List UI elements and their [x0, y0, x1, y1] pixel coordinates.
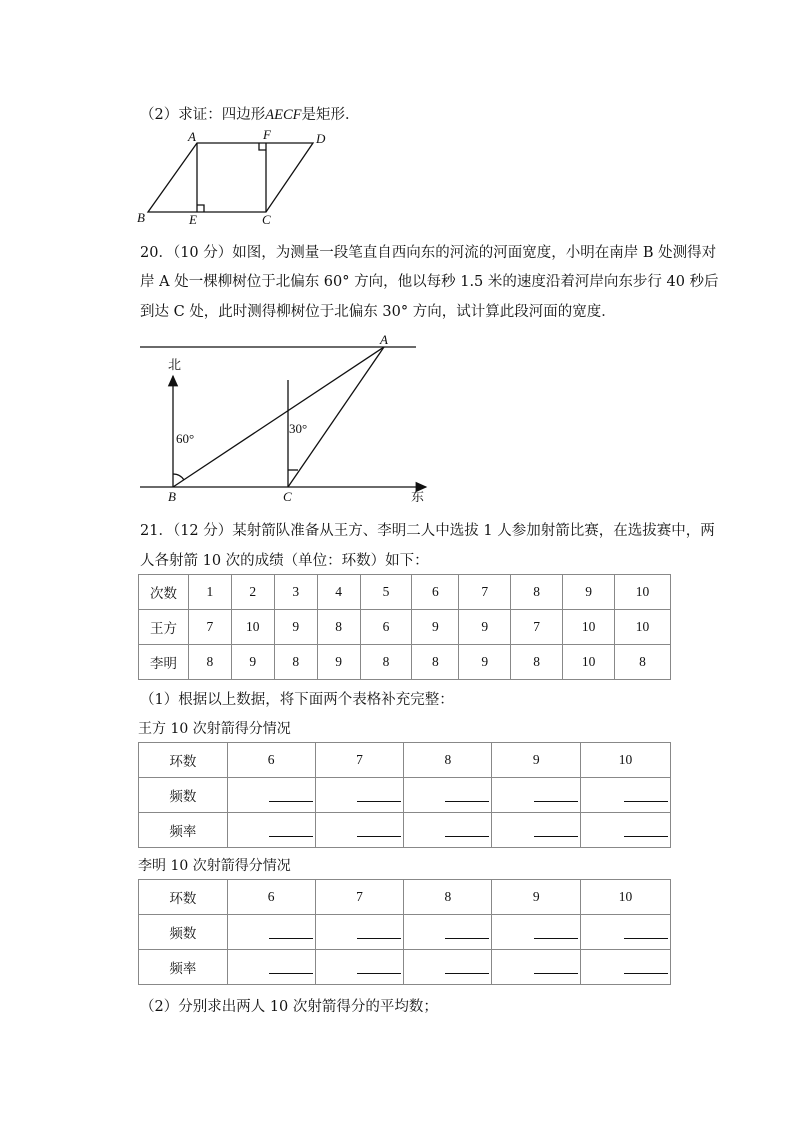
- answer-blank[interactable]: [357, 961, 401, 974]
- label-e: E: [189, 212, 197, 227]
- score-header-cell: 2: [231, 575, 274, 610]
- blank-cell[interactable]: [581, 778, 671, 813]
- freq-header-cell: 环数: [139, 743, 228, 778]
- blank-cell[interactable]: [404, 950, 492, 985]
- score-table: [138, 574, 671, 680]
- answer-blank[interactable]: [269, 789, 313, 802]
- wang-caption: 王方 10 次射箭得分情况: [138, 721, 291, 737]
- blank-cell[interactable]: [227, 778, 315, 813]
- freq-row-label: 频数: [139, 778, 228, 813]
- score-header-cell: 次数: [139, 575, 189, 610]
- score-cell: 7: [511, 610, 563, 645]
- label-river-c: C: [283, 489, 292, 504]
- answer-blank[interactable]: [269, 824, 313, 837]
- score-cell: 10: [231, 610, 274, 645]
- freq-header-cell: 环数: [139, 880, 228, 915]
- answer-blank[interactable]: [624, 824, 668, 837]
- score-header-cell: 7: [459, 575, 511, 610]
- score-cell: 8: [412, 645, 459, 680]
- score-row-li: [139, 645, 671, 680]
- freq-header-cell: 6: [227, 743, 315, 778]
- score-cell: 8: [615, 645, 671, 680]
- score-cell: 李明: [139, 645, 189, 680]
- answer-blank[interactable]: [624, 926, 668, 939]
- score-cell: 8: [274, 645, 317, 680]
- angle-arc-b: [173, 474, 184, 480]
- q20-line3: 到达 C 处，此时测得柳树位于北偏东 30° 方向，试计算此段河面的宽度．: [140, 304, 616, 320]
- q21-part1: （1）根据以上数据，将下面两个表格补充完整：: [140, 692, 454, 708]
- blank-cell[interactable]: [492, 813, 581, 848]
- freq-header-cell: 9: [492, 743, 581, 778]
- blank-cell[interactable]: [581, 950, 671, 985]
- label-north: 北: [168, 358, 182, 373]
- answer-blank[interactable]: [269, 961, 313, 974]
- score-header-cell: 5: [360, 575, 412, 610]
- score-cell: 王方: [139, 610, 189, 645]
- label-d: D: [316, 131, 326, 146]
- label-angle-60: 60°: [176, 431, 195, 446]
- score-header-cell: 8: [511, 575, 563, 610]
- score-cell: 8: [511, 645, 563, 680]
- blank-cell[interactable]: [315, 778, 404, 813]
- score-cell: 10: [563, 645, 615, 680]
- freq-header-cell: 7: [315, 880, 404, 915]
- blank-cell[interactable]: [404, 813, 492, 848]
- answer-blank[interactable]: [534, 961, 578, 974]
- answer-blank[interactable]: [624, 789, 668, 802]
- answer-blank[interactable]: [445, 789, 489, 802]
- answer-blank[interactable]: [534, 789, 578, 802]
- freq-row-label: 频率: [139, 950, 228, 985]
- li-frequency-table: [138, 879, 671, 985]
- q19-part2-text: （2）求证：四边形: [140, 107, 266, 123]
- freq-header-cell: 9: [492, 880, 581, 915]
- blank-cell[interactable]: [315, 813, 404, 848]
- label-b: B: [137, 210, 145, 225]
- blank-cell[interactable]: [227, 813, 315, 848]
- freq-rate-row: [139, 950, 671, 985]
- blank-cell[interactable]: [492, 950, 581, 985]
- answer-blank[interactable]: [357, 789, 401, 802]
- freq-row-label: 频率: [139, 813, 228, 848]
- answer-blank[interactable]: [624, 961, 668, 974]
- label-c: C: [262, 212, 271, 227]
- q19-part2-end: 是矩形．: [301, 107, 360, 123]
- score-cell: 6: [360, 610, 412, 645]
- blank-cell[interactable]: [492, 778, 581, 813]
- freq-count-row: [139, 915, 671, 950]
- wang-frequency-table: [138, 742, 671, 848]
- label-angle-30: 30°: [289, 421, 308, 436]
- score-cell: 9: [459, 610, 511, 645]
- score-cell: 7: [188, 610, 231, 645]
- answer-blank[interactable]: [445, 824, 489, 837]
- score-header-cell: 1: [188, 575, 231, 610]
- label-f: F: [263, 127, 271, 142]
- score-header-cell: 9: [563, 575, 615, 610]
- label-a: A: [188, 129, 196, 144]
- score-header-row: [139, 575, 671, 610]
- blank-cell[interactable]: [315, 950, 404, 985]
- q21-line1: 21．（12 分）某射箭队准备从王方、李明二人中选拔 1 人参加射箭比赛，在选拔赛中，两: [140, 523, 715, 539]
- label-east: 东: [411, 490, 425, 505]
- freq-header-row: [139, 743, 671, 778]
- score-cell: 9: [274, 610, 317, 645]
- answer-blank[interactable]: [357, 824, 401, 837]
- blank-cell[interactable]: [404, 915, 492, 950]
- answer-blank[interactable]: [534, 824, 578, 837]
- freq-header-row: [139, 880, 671, 915]
- answer-blank[interactable]: [445, 926, 489, 939]
- freq-row-label: 频数: [139, 915, 228, 950]
- score-cell: 8: [317, 610, 360, 645]
- answer-blank[interactable]: [269, 926, 313, 939]
- freq-header-cell: 7: [315, 743, 404, 778]
- blank-cell[interactable]: [227, 915, 315, 950]
- q19-shape-name: AECF: [265, 107, 302, 123]
- freq-rate-row: [139, 813, 671, 848]
- score-row-wang: [139, 610, 671, 645]
- blank-cell[interactable]: [315, 915, 404, 950]
- segment-ca: [288, 347, 384, 487]
- answer-blank[interactable]: [534, 926, 578, 939]
- freq-header-cell: 8: [404, 880, 492, 915]
- score-cell: 9: [412, 610, 459, 645]
- freq-header-cell: 8: [404, 743, 492, 778]
- answer-blank[interactable]: [445, 961, 489, 974]
- q20-line2: 岸 A 处一棵柳树位于北偏东 60° 方向，他以每秒 1.5 米的速度沿着河岸向东步行 40 秒后: [140, 274, 719, 290]
- score-cell: 9: [317, 645, 360, 680]
- q21-part2: （2）分别求出两人 10 次射箭得分的平均数；: [140, 999, 438, 1015]
- score-cell: 9: [231, 645, 274, 680]
- answer-blank[interactable]: [357, 926, 401, 939]
- blank-cell[interactable]: [492, 915, 581, 950]
- label-river-a: A: [380, 332, 388, 347]
- score-cell: 10: [563, 610, 615, 645]
- blank-cell[interactable]: [581, 915, 671, 950]
- score-header-cell: 4: [317, 575, 360, 610]
- score-header-cell: 10: [615, 575, 671, 610]
- score-header-cell: 6: [412, 575, 459, 610]
- freq-count-row: [139, 778, 671, 813]
- blank-cell[interactable]: [227, 950, 315, 985]
- freq-header-cell: 10: [581, 743, 671, 778]
- score-header-cell: 3: [274, 575, 317, 610]
- freq-header-cell: 10: [581, 880, 671, 915]
- q20-line1: 20．（10 分）如图，为测量一段笔直自西向东的河流的河面宽度，小明在南岸 B 处测得对: [140, 245, 717, 261]
- q21-line2: 人各射箭 10 次的成绩（单位：环数）如下：: [140, 553, 429, 569]
- label-river-b: B: [168, 489, 176, 504]
- blank-cell[interactable]: [404, 778, 492, 813]
- freq-header-cell: 6: [227, 880, 315, 915]
- score-cell: 10: [615, 610, 671, 645]
- li-caption: 李明 10 次射箭得分情况: [138, 858, 291, 874]
- blank-cell[interactable]: [581, 813, 671, 848]
- score-cell: 9: [459, 645, 511, 680]
- score-cell: 8: [360, 645, 412, 680]
- segment-ba: [173, 347, 384, 487]
- score-cell: 8: [188, 645, 231, 680]
